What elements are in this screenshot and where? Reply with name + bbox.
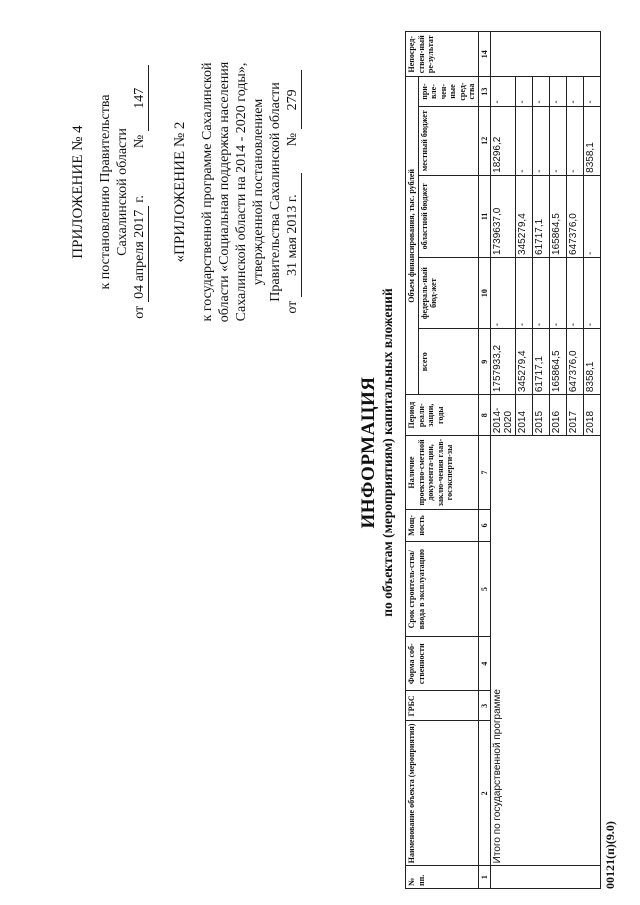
column-number-row bbox=[478, 32, 490, 889]
other-cell: - bbox=[490, 77, 515, 106]
col-number: 7 bbox=[478, 436, 490, 509]
local-cell: - bbox=[549, 106, 566, 175]
period-cell: 2017 bbox=[566, 395, 583, 436]
col-number: 11 bbox=[478, 175, 490, 257]
other-cell: - bbox=[515, 77, 532, 106]
col-number: 8 bbox=[478, 395, 490, 436]
federal-cell: - bbox=[515, 257, 532, 328]
header-ownership: Форма соб-ственности bbox=[406, 637, 479, 691]
header-row-1 bbox=[406, 32, 419, 889]
appendix-4-g: г. bbox=[132, 195, 147, 203]
period-cell: 2018 bbox=[583, 395, 600, 436]
regional-cell: 61717,1 bbox=[532, 175, 549, 257]
col-number: 12 bbox=[478, 106, 490, 175]
header-grbs: ГРБС bbox=[406, 691, 479, 721]
col-number: 10 bbox=[478, 257, 490, 328]
regional-cell: - bbox=[583, 175, 600, 257]
header-regional: областной бюджет bbox=[418, 175, 478, 257]
appendix-4-num-sign: № bbox=[132, 134, 147, 149]
header-total: всего bbox=[418, 329, 478, 395]
federal-cell: - bbox=[549, 257, 566, 328]
col-number: 13 bbox=[478, 77, 490, 106]
appendix-2-line2: области «Социальная поддержка населения bbox=[217, 61, 232, 323]
total-cell: 647376,0 bbox=[566, 329, 583, 395]
period-cell: 2015 bbox=[532, 395, 549, 436]
appendix-2-line1: к государственной программе Сахалинской bbox=[200, 62, 215, 322]
table-row bbox=[490, 32, 515, 889]
appendix-2-num-sign: № bbox=[285, 132, 300, 147]
other-cell: - bbox=[583, 77, 600, 106]
total-cell: 8358,1 bbox=[583, 329, 600, 395]
local-cell: - bbox=[566, 106, 583, 175]
federal-cell: - bbox=[532, 257, 549, 328]
header-result: Непосред-ствен-ный ре-зультат bbox=[406, 32, 479, 77]
regional-cell: 647376,0 bbox=[566, 175, 583, 257]
appendix-2-number: 279 bbox=[284, 70, 302, 129]
col-number: 2 bbox=[478, 721, 490, 866]
col-number: 6 bbox=[478, 509, 490, 541]
row-number-cell bbox=[490, 866, 600, 889]
other-cell: - bbox=[566, 77, 583, 106]
regional-cell: 345279,4 bbox=[515, 175, 532, 257]
col-number: 14 bbox=[478, 32, 490, 77]
appendix-2-line5: Правительства Сахалинской области bbox=[268, 82, 283, 302]
federal-cell: - bbox=[566, 257, 583, 328]
appendix-4-line2: Сахалинской области bbox=[115, 128, 130, 256]
appendix-4-block bbox=[70, 27, 149, 357]
period-cell: 2014 bbox=[515, 395, 532, 436]
header-federal: федераль-ный бюд-жет bbox=[418, 257, 478, 328]
total-cell: 61717,1 bbox=[532, 329, 549, 395]
other-cell: - bbox=[549, 77, 566, 106]
period-cell: 2016 bbox=[549, 395, 566, 436]
appendix-2-from: от bbox=[285, 300, 300, 314]
document-title: ИНФОРМАЦИЯ bbox=[358, 376, 379, 529]
appendix-4-line1: к постановлению Правительства bbox=[98, 94, 113, 290]
document-subtitle: по объектам (мероприятиям) капитальных вложений bbox=[380, 288, 395, 617]
header-num: № пп. bbox=[406, 866, 479, 889]
col-number: 1 bbox=[478, 866, 490, 889]
appendix-2-title: «ПРИЛОЖЕНИЕ № 2 bbox=[172, 121, 188, 263]
total-cell: 345279,4 bbox=[515, 329, 532, 395]
regional-cell: 1739637,0 bbox=[490, 175, 515, 257]
appendix-2-line3: Сахалинской области на 2014 - 2020 годы», bbox=[234, 62, 249, 322]
regional-cell: 165864,5 bbox=[549, 175, 566, 257]
local-cell: 18296,2 bbox=[490, 106, 515, 175]
appendix-2-block bbox=[172, 27, 302, 357]
header-funding: Объем финансирования, тыс. рублей bbox=[406, 77, 419, 395]
capital-investments-table bbox=[405, 31, 601, 889]
col-number: 9 bbox=[478, 329, 490, 395]
appendix-4-from: от bbox=[132, 305, 147, 319]
header-term: Срок строитель-ства/ ввода в эксплуатацию bbox=[406, 542, 479, 637]
header-name: Наименование объекта (мероприятия) bbox=[406, 721, 479, 866]
header-docs: Наличие проектно-сметной документа-ции, заклю-чения глав-госэксперти-зы bbox=[406, 436, 479, 509]
total-cell: 165864,5 bbox=[549, 329, 566, 395]
header-period: Период реали-зации, годы bbox=[406, 395, 479, 436]
appendix-4-date: 04 апреля 2017 bbox=[131, 206, 149, 302]
col-number: 4 bbox=[478, 637, 490, 691]
period-cell: 2014-2020 bbox=[490, 395, 515, 436]
col-number: 5 bbox=[478, 542, 490, 637]
local-cell: - bbox=[532, 106, 549, 175]
appendix-2-date: 31 мая 2013 г. bbox=[284, 173, 302, 297]
appendix-4-number: 147 bbox=[131, 65, 149, 131]
total-cell: 1757933,2 bbox=[490, 329, 515, 395]
col-number: 3 bbox=[478, 691, 490, 721]
local-cell: - bbox=[515, 106, 532, 175]
federal-cell: - bbox=[583, 257, 600, 328]
result-cell bbox=[490, 32, 600, 77]
header-local: местный бюджет bbox=[418, 106, 478, 175]
header-other: при-вле-чен-ные сред-ства bbox=[418, 77, 478, 106]
federal-cell: - bbox=[490, 257, 515, 328]
appendix-2-line4: утвержденной постановлением bbox=[251, 98, 266, 286]
other-cell: - bbox=[532, 77, 549, 106]
appendix-4-title: ПРИЛОЖЕНИЕ № 4 bbox=[70, 125, 86, 259]
total-label: Итого по государственной программе bbox=[490, 436, 600, 866]
local-cell: 8358,1 bbox=[583, 106, 600, 175]
header-capacity: Мощ-ность bbox=[406, 509, 479, 541]
document-footer-code: 00121(п)(9.0) bbox=[603, 821, 617, 889]
